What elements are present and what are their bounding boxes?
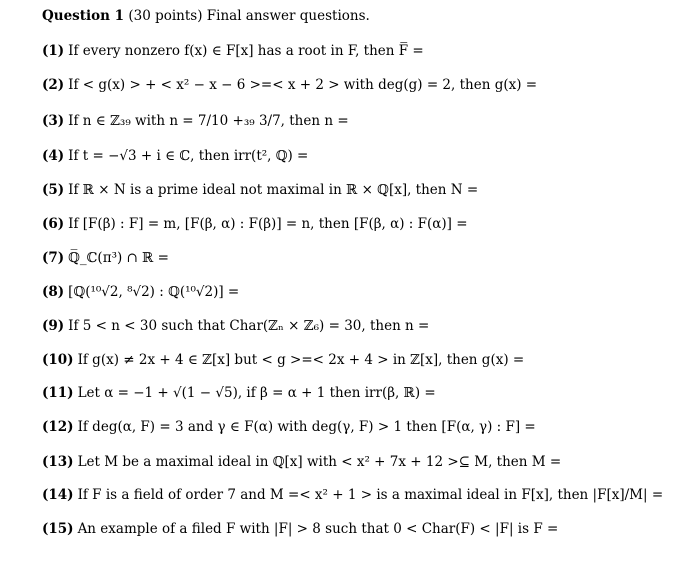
- question-item: (12) If deg(α, F) = 3 and γ ∈ F(α) with deg(γ, F) > 1 then [F(α, γ) : F] =: [42, 419, 536, 435]
- question-item: (5) If ℝ × N is a prime ideal not maximal in ℝ × ℚ[x], then N =: [42, 182, 479, 198]
- question-heading: [42, 8, 370, 24]
- question-item: (7) ℚ̅_ℂ(π³) ∩ ℝ =: [42, 250, 169, 266]
- question-item: (1) If every nonzero f(x) ∈ F[x] has a root in F, then F̅̅ =: [42, 43, 424, 59]
- question-item: (3) If n ∈ ℤ₃₉ with n = 7/10 +₃₉ 3/7, then n =: [42, 113, 349, 129]
- heading-text: (30 points) Final answer questions.: [128, 8, 370, 24]
- question-item: (2) If < g(x) > + < x² − x − 6 >=< x + 2 > with deg(g) = 2, then g(x) =: [42, 77, 538, 93]
- question-item: (11) Let α = −1 + √(1 − √5), if β = α + 1 then irr(β, ℝ) =: [42, 385, 436, 401]
- question-item: (13) Let M be a maximal ideal in ℚ[x] with < x² + 7x + 12 >⊆ M, then M =: [42, 454, 562, 470]
- question-item: (4) If t = −√3 + i ∈ ℂ, then irr(t², ℚ) =: [42, 148, 309, 164]
- question-item: (9) If 5 < n < 30 such that Char(ℤₙ × ℤ₆) = 30, then n =: [42, 318, 430, 334]
- question-item: (8) [ℚ(¹⁰√2, ⁸√2) : ℚ(¹⁰√2)] =: [42, 284, 240, 300]
- question-item: (6) If [F(β) : F] = m, [F(β, α) : F(β)] = n, then [F(β, α) : F(α)] =: [42, 216, 468, 232]
- question-item: (15) An example of a filed F with |F| > 8 such that 0 < Char(F) < |F| is F =: [42, 521, 559, 537]
- question-item: (10) If g(x) ≠ 2x + 4 ∈ ℤ[x] but < g >=< 2x + 4 > in ℤ[x], then g(x) =: [42, 352, 525, 368]
- heading-label: Question 1: [42, 8, 125, 24]
- question-item: (14) If F is a field of order 7 and M =< x² + 1 > is a maximal ideal in F[x], then |F[x]/M| =: [42, 487, 664, 503]
